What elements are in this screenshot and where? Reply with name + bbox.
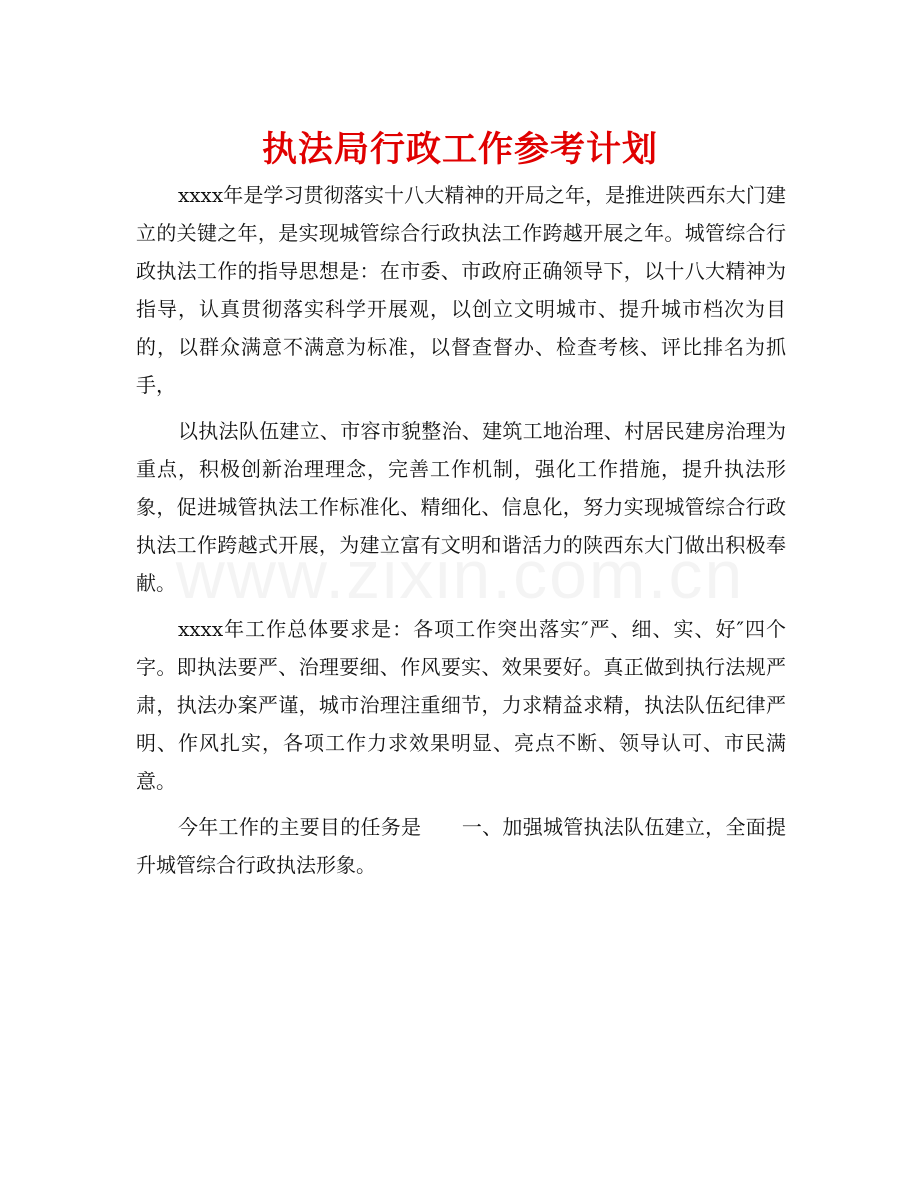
paragraph-1: xxxx年是学习贯彻落实十八大精神的开局之年，是推进陕西东大门建立的关键之年，是实现城管综合行政执法工作跨越开展之年。城管综合行政执法工作的指导思想是：在市委、市政府正确领导下，以十八大精神为指导，认真贯彻落实科学开展观，以创立文明城市、提升城市档次为目的，以群众满意不满意为标准，以督查督办、检查考核、评比排名为抓手， xyxy=(136,183,786,397)
document-title: 执法局行政工作参考计划 xyxy=(261,129,658,170)
paragraph-3: xxxx年工作总体要求是：各项工作突出落实″严、细、实、好″四个字。即执法要严、治理要细、作风要实、效果要好。真正做到执行法规严肃，执法办案严谨，城市治理注重细节，力求精益求精，执法队伍纪律严明、作风扎实，各项工作力求效果明显、亮点不断、领导认可、市民满意。 xyxy=(136,617,786,793)
paragraph-2: 以执法队伍建立、市容市貌整治、建筑工地治理、村居民建房治理为重点，积极创新治理理念，完善工作机制，强化工作措施，提升执法形象，促进城管执法工作标准化、精细化、信息化，努力实现城管综合行政执法工作跨越式开展，为建立富有文明和谐活力的陕西东大门做出积极奉献。 xyxy=(136,419,786,595)
document-body xyxy=(136,176,786,892)
paragraph-4: 今年工作的主要目的任务是 一、加强城管执法队伍建立，全面提升城管综合行政执法形象。 xyxy=(136,815,786,877)
